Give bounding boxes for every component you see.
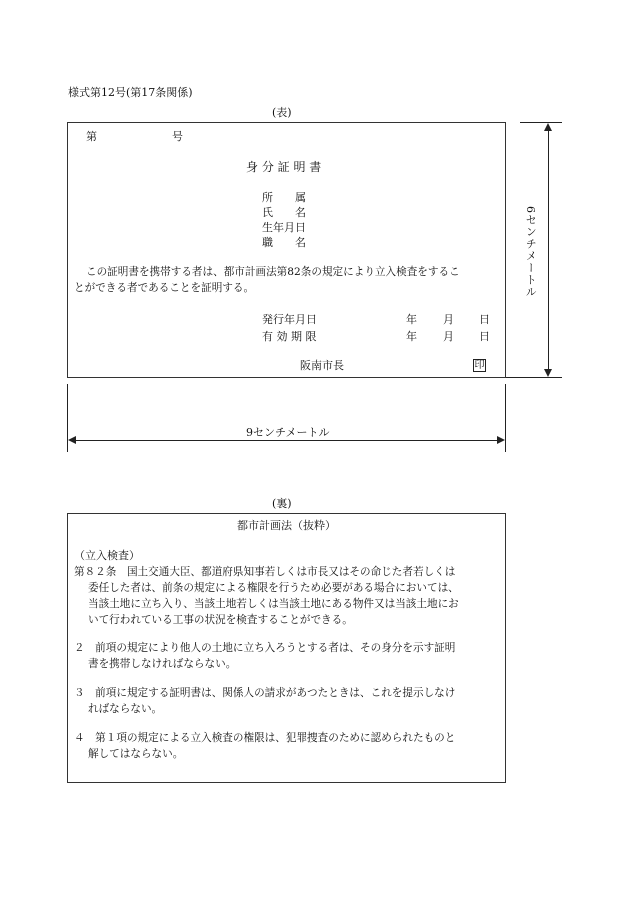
article-82-line: 委任した者は、前条の規定による権限を行うため必要がある場合においては、 — [88, 582, 459, 594]
arrow-down-icon — [544, 369, 552, 377]
width-right-extension-line — [505, 384, 506, 452]
back-title: 都市計画法（抜粋） — [237, 519, 336, 532]
paragraph-2 — [74, 640, 455, 672]
field-name: 氏 名 — [262, 206, 306, 219]
height-dimension-label: 6センチメートル — [524, 206, 538, 298]
paragraph-4-line: ４ 第１項の規定による立入検査の権限は、犯罪捜査のために認められたものと — [74, 732, 456, 744]
article-82-line: 第８２条 国土交通大臣、都道府県知事若しくは市長又はその命じた者若しくは — [74, 566, 456, 578]
paragraph-2-line: ２ 前項の規定により他人の土地に立ち入ろうとする者は、その身分を示す証明 — [74, 642, 456, 654]
front-card — [67, 122, 506, 378]
arrow-right-icon — [497, 436, 505, 444]
issue-month: 月 — [443, 313, 454, 326]
issue-year: 年 — [406, 313, 417, 326]
field-affiliation: 所 属 — [262, 191, 306, 204]
issue-day: 日 — [479, 313, 490, 326]
article-82-paragraph — [74, 564, 459, 628]
paragraph-4-line: 解してはならない。 — [88, 748, 184, 760]
seal-box: 印 — [474, 360, 485, 371]
issue-date-label: 発行年月日 — [262, 313, 317, 326]
field-position: 職 名 — [262, 236, 306, 249]
body-text-line1: この証明書を携帯する者は、都市計画法第82条の規定により立入検査をするこ — [86, 266, 460, 278]
issuer-name: 阪南市長 — [300, 359, 344, 372]
height-dimension-line — [548, 126, 549, 374]
number-suffix: 号 — [172, 130, 183, 143]
valid-period-label: 有 効 期 限 — [262, 330, 317, 343]
valid-month: 月 — [443, 330, 454, 343]
certificate-title: 身 分 証 明 書 — [246, 160, 322, 174]
form-label: 様式第12号(第17条関係) — [68, 86, 193, 99]
paragraph-4 — [74, 730, 455, 762]
paragraph-3 — [74, 685, 455, 717]
valid-day: 日 — [479, 330, 490, 343]
article-82-line: いて行われている工事の状況を検査することができる。 — [88, 614, 353, 626]
arrow-left-icon — [68, 436, 76, 444]
back-card — [67, 513, 506, 783]
front-side-label: (表) — [272, 106, 292, 119]
paragraph-3-line: ３ 前項に規定する証明書は、関係人の請求があつたときは、これを提示しなけ — [74, 687, 456, 699]
valid-year: 年 — [406, 330, 417, 343]
arrow-up-icon — [544, 123, 552, 131]
number-prefix: 第 — [86, 130, 97, 143]
width-dimension-label: 9センチメートル — [242, 426, 334, 439]
article-82-line: 当該土地に立ち入り、当該土地若しくは当該土地にある物件又は当該土地にお — [88, 598, 459, 610]
paragraph-2-line: 書を携帯しなければならない。 — [88, 658, 237, 670]
height-top-extension-line — [520, 122, 562, 123]
height-bottom-extension-line — [506, 377, 562, 378]
paragraph-3-line: ればならない。 — [88, 703, 163, 715]
field-birthdate: 生年月日 — [262, 221, 306, 234]
body-text-line2: とができる者であることを証明する。 — [74, 282, 255, 294]
article-heading: （立入検査） — [74, 549, 140, 562]
back-side-label: (裏) — [272, 497, 292, 510]
width-dimension-line — [70, 440, 502, 441]
